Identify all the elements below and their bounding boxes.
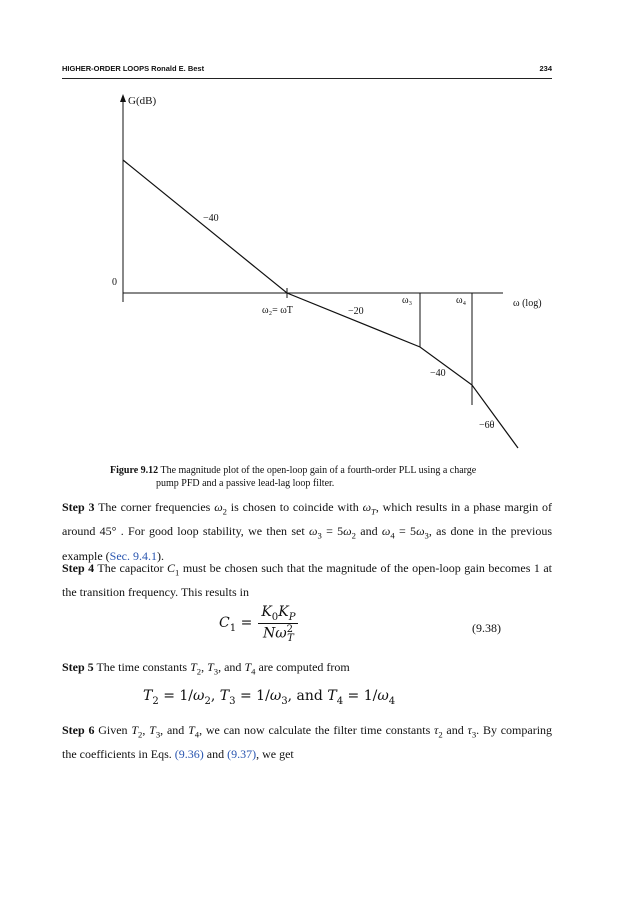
step3-paragraph: Step 3 The corner frequencies $\omega_2$ is chosen to coincide with $\omega_T$, which results in a phase margin of around 45° . For good loop stability, we then set $\omega_3 = 5\omega_2$ and $\omega_4 = 5\omega_3$, as done in the previous example (Sec. 9.4.1). xyxy=(62,500,553,563)
step6-text: , we can now calculate the filter time constants xyxy=(199,723,435,737)
step3-text: ). xyxy=(156,548,164,563)
step6-text: and xyxy=(203,747,228,762)
step6-text: , we get xyxy=(256,747,294,762)
step6-text: . By comparing the coefficients in Eqs. xyxy=(62,723,553,762)
header-title: HIGHER-ORDER LOOPS Ronald E. Best xyxy=(62,64,205,73)
caption-line2: pump PFD and a passive lead-lag loop filter. xyxy=(156,478,335,489)
omega2-label: ω₂= ωT xyxy=(262,305,293,316)
step4-text: The capacitor xyxy=(94,561,168,575)
equation-number: (9.38) xyxy=(472,621,501,635)
omega4-label: ω₄ xyxy=(456,295,467,306)
y-axis-label: G(dB) xyxy=(128,95,157,107)
step5-label: Step 5 xyxy=(62,660,94,674)
equation-9-38: $C_1$ = $K_0K_P$ $N\omega^2_T$ xyxy=(218,604,298,644)
omega3-label: ω₃ xyxy=(402,295,413,306)
slope-label-60: −6θ xyxy=(479,420,495,431)
x-axis-label: ω (log) xyxy=(513,298,542,309)
step3-text: The corner frequencies xyxy=(94,500,215,514)
caption-line1: The magnitude plot of the open-loop gain of a fourth-order PLL using a charge xyxy=(158,465,477,476)
step5-paragraph: Step 5 The time constants $T_2$, $T_3$, and $T_4$ are computed from xyxy=(62,660,350,677)
slope-label-20: −20 xyxy=(348,306,364,317)
step5-text: , and xyxy=(218,660,245,674)
step5-text: , xyxy=(201,660,208,674)
step4-paragraph: Step 4 The capacitor $C_1$ must be chosen such that the magnitude of the open-loop gain becomes 1 at the transition frequency. This results in xyxy=(62,561,552,600)
equation-and: , and xyxy=(287,688,328,704)
step3-text: is chosen to coincide with xyxy=(226,500,363,514)
y-axis-arrow xyxy=(120,94,126,102)
step3-text: , which results in a phase margin of around 45° . For good loop stability, we then set xyxy=(62,500,553,539)
eq-link-9-37[interactable]: (9.37) xyxy=(227,747,257,762)
step6-text: , xyxy=(142,723,150,737)
time-constant-equation: $T_2 = 1/\omega_2$, $T_3 = 1/\omega_3$, and $T_4 = 1/\omega_4$ xyxy=(143,688,396,707)
step6-label: Step 6 xyxy=(62,723,95,737)
caption-label: Figure 9.12 xyxy=(110,465,159,476)
step5-text: The time constants xyxy=(93,660,191,674)
page-number: 234 xyxy=(539,64,552,73)
zero-label: 0 xyxy=(112,277,117,288)
step4-label: Step 4 xyxy=(62,561,95,575)
step4-text: must be chosen such that the magnitude of the open-loop gain becomes 1 at the transition frequency. This results in xyxy=(62,561,552,600)
step6-text: Given xyxy=(94,723,132,737)
section-link[interactable]: Sec. 9.4.1 xyxy=(109,548,157,563)
step6-text: , and xyxy=(160,723,189,737)
slope-label-40-top: −40 xyxy=(203,213,219,224)
step3-text: , as done in the previous example ( xyxy=(62,524,552,563)
step6-paragraph: Step 6 Given $T_2$, $T_3$, and $T_4$, we can now calculate the filter time constants $\tau_2$ and $\tau_3$. By comparing the coefficients in Eqs. (9.36) and (9.37), we get xyxy=(62,723,553,762)
step6-text: and xyxy=(442,723,468,737)
step3-label: Step 3 xyxy=(62,500,95,514)
slope-label-40-mid: −40 xyxy=(430,368,446,379)
step3-text: and xyxy=(355,524,382,539)
figure-caption xyxy=(110,464,554,490)
eq-link-9-36[interactable]: (9.36) xyxy=(174,747,204,762)
step5-text: are computed from xyxy=(255,660,350,674)
